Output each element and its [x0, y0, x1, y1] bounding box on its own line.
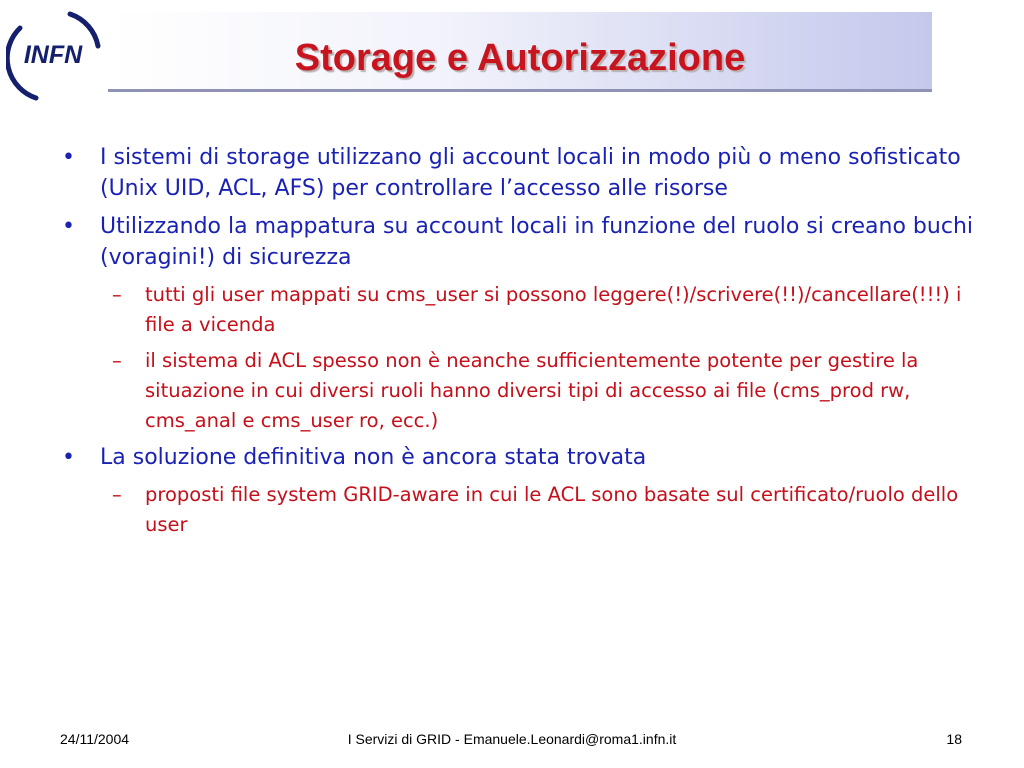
logo-text: INFN	[23, 41, 83, 69]
sub-bullet-item	[62, 346, 982, 436]
sub-bullet-item	[62, 480, 982, 540]
bullet-item	[62, 211, 982, 273]
bullet-text: La soluzione definitiva non è ancora stata trovata	[100, 445, 647, 470]
sub-bullet-item	[62, 280, 982, 340]
bullet-item	[62, 442, 982, 473]
dash-icon: –	[112, 283, 122, 306]
bullet-text: I sistemi di storage utilizzano gli account locali in modo più o meno sofisticato (Unix UID, ACL, AFS) per controllare l’accesso alle risorse	[100, 145, 961, 201]
footer-author: I Servizi di GRID - Emanuele.Leonardi@roma1.infn.it	[347, 731, 677, 747]
sub-bullet-text: proposti file system GRID-aware in cui le ACL sono basate sul certificato/ruolo dello user	[145, 483, 959, 536]
page-number: 18	[946, 731, 962, 747]
bullet-text: Utilizzando la mappatura su account locali in funzione del ruolo si creano buchi (voragini!) di sicurezza	[100, 214, 973, 270]
bullet-icon: •	[62, 445, 75, 470]
slide-title: Storage e Autorizzazione	[294, 37, 746, 79]
bullet-icon: •	[62, 214, 75, 239]
bullet-icon: •	[62, 145, 75, 170]
dash-icon: –	[112, 349, 122, 372]
footer-date: 24/11/2004	[60, 731, 130, 747]
sub-bullet-text: tutti gli user mappati su cms_user si possono leggere(!)/scrivere(!!)/cancellare(!!!) i file a vicenda	[145, 283, 962, 336]
bullet-item	[62, 142, 982, 204]
infn-logo	[6, 6, 104, 104]
dash-icon: –	[112, 483, 122, 506]
title-bar	[108, 12, 932, 92]
sub-bullet-text: il sistema di ACL spesso non è neanche sufficientemente potente per gestire la situazione in cui diversi ruoli hanno diversi tipi di accesso ai file (cms_prod rw, cms_anal e cms_user ro, ecc.)	[145, 349, 919, 432]
slide-content	[62, 142, 982, 546]
